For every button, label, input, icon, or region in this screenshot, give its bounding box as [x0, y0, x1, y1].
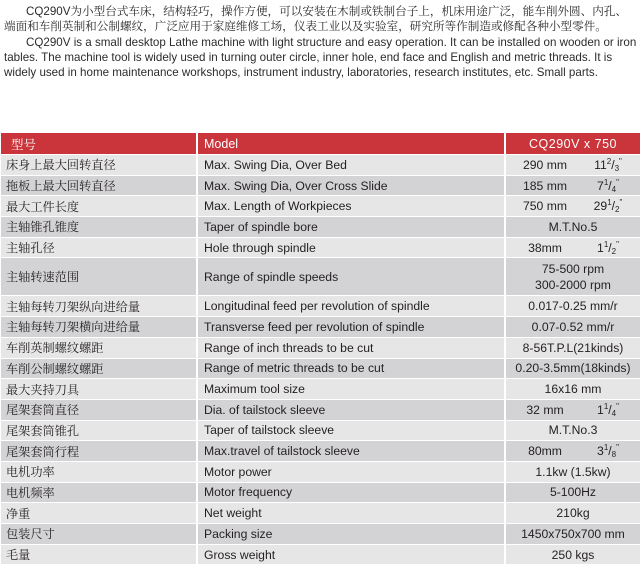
table-row — [1, 217, 640, 238]
imperial-inch-mark: " — [616, 239, 619, 249]
spec-label-zh: 毛量 — [1, 544, 197, 565]
spec-value-metric: 32 mm — [526, 402, 564, 417]
spec-value: 8-56T.P.L(21kinds) — [505, 337, 640, 358]
spec-table-header — [1, 133, 640, 155]
spec-value-pair — [510, 240, 636, 256]
intro-text — [4, 4, 638, 80]
spec-label-en: Range of inch threads to be cut — [197, 337, 505, 358]
spec-label-zh: 包装尺寸 — [1, 524, 197, 545]
table-row — [1, 420, 640, 441]
spec-label-zh: 尾架套筒锥孔 — [1, 420, 197, 441]
table-row — [1, 544, 640, 565]
spec-label-en: Range of metric threads to be cut — [197, 358, 505, 379]
spec-value-pair — [510, 157, 636, 173]
table-row — [1, 503, 640, 524]
spec-label-en: Motor power — [197, 461, 505, 482]
spec-label-zh: 净重 — [1, 503, 197, 524]
table-row — [1, 358, 640, 379]
spec-value — [505, 399, 640, 420]
spec-label-en: Max.travel of tailstock sleeve — [197, 441, 505, 462]
spec-label-zh: 最大夹持刀具 — [1, 379, 197, 400]
spec-value-pair — [510, 443, 636, 459]
spec-label-zh: 主轴每转刀架纵向进给量 — [1, 296, 197, 317]
spec-label-en: Range of spindle speeds — [197, 258, 505, 296]
spec-label-zh: 尾架套筒直径 — [1, 399, 197, 420]
imperial-frac-num: 1 — [603, 443, 609, 453]
intro-zh: CQ290V为小型台式车床，结构轻巧，操作方便，可以安装在木制或铁制台子上，机床用途广泛，能车削外圆、内孔、端面和车削英制和公制螺纹，广泛应用于家庭维修工场，仪表工业以及实验室，研究所等作制造或修配各种小型零件。 — [4, 5, 627, 33]
spec-table — [1, 133, 640, 565]
imperial-frac-den: 4 — [611, 184, 617, 194]
spec-value-imperial: $1^1/_2^"$ — [597, 239, 619, 256]
table-row — [1, 317, 640, 338]
spec-value: 16x16 mm — [505, 379, 640, 400]
spec-value-imperial: $3^1/_8^"$ — [597, 443, 619, 460]
spec-value — [505, 155, 640, 176]
spec-label-zh: 电机功率 — [1, 461, 197, 482]
spec-label-zh: 拖板上最大回转直径 — [1, 175, 197, 196]
spec-label-zh: 主轴转速范围 — [1, 258, 197, 296]
imperial-frac-num: 1 — [607, 198, 612, 208]
spec-table-body — [1, 155, 640, 565]
table-row — [1, 155, 640, 176]
spec-value: M.T.No.5 — [505, 217, 640, 238]
imperial-frac-den: 8 — [611, 450, 617, 460]
spec-label-en: Longitudinal feed per revolution of spindle — [197, 296, 505, 317]
spec-label-zh: 主轴锥孔锥度 — [1, 217, 197, 238]
table-row — [1, 399, 640, 420]
spec-value: 0.20-3.5mm(18kinds) — [505, 358, 640, 379]
imperial-whole: 1 — [597, 240, 604, 255]
spec-label-zh: 床身上最大回转直径 — [1, 155, 197, 176]
spec-value: 0.017-0.25 mm/r — [505, 296, 640, 317]
spec-label-zh: 电机频率 — [1, 482, 197, 503]
imperial-whole: 1 — [597, 402, 604, 417]
table-row — [1, 196, 640, 217]
imperial-frac-den: 2 — [615, 205, 620, 215]
spec-value-imperial: $1^1/_4^"$ — [597, 401, 619, 418]
spec-value: M.T.No.3 — [505, 420, 640, 441]
spec-value — [505, 258, 640, 296]
spec-value: 210kg — [505, 503, 640, 524]
imperial-frac-num: 1 — [603, 401, 609, 411]
spec-value — [505, 441, 640, 462]
imperial-whole: 7 — [597, 178, 604, 193]
imperial-frac-num: 1 — [603, 239, 609, 249]
spec-label-en: Transverse feed per revolution of spindle — [197, 317, 505, 338]
spec-value — [505, 175, 640, 196]
table-row — [1, 237, 640, 258]
table-row — [1, 337, 640, 358]
spec-label-zh: 车削英制螺纹螺距 — [1, 337, 197, 358]
spec-label-en: Taper of spindle bore — [197, 217, 505, 238]
spec-label-en: Maximum tool size — [197, 379, 505, 400]
spec-label-en: Max. Swing Dia, Over Bed — [197, 155, 505, 176]
imperial-inch-mark: " — [616, 401, 619, 411]
spec-value-pair — [510, 402, 636, 418]
spec-label-en: Max. Length of Workpieces — [197, 196, 505, 217]
spec-value-metric: 38mm — [528, 240, 562, 255]
spec-label-en: Hole through spindle — [197, 237, 505, 258]
imperial-inch-mark: " — [616, 443, 619, 453]
imperial-frac-den: 2 — [611, 246, 617, 256]
spec-value-imperial: $11^2/_3^"$ — [594, 156, 622, 173]
spec-value: 1450x750x700 mm — [505, 524, 640, 545]
spec-value — [505, 237, 640, 258]
spec-value: 5-100Hz — [505, 482, 640, 503]
imperial-frac-den: 3 — [614, 163, 620, 173]
spec-label-zh: 主轴每转刀架横向进给量 — [1, 317, 197, 338]
spec-value-line: 300-2000 rpm — [535, 277, 611, 292]
spec-label-en: Net weight — [197, 503, 505, 524]
spec-label-en: Gross weight — [197, 544, 505, 565]
spec-label-en: Taper of tailstock sleeve — [197, 420, 505, 441]
table-row — [1, 379, 640, 400]
intro-en: CQ290V is a small desktop Lathe machine with light structure and easy operation. It can be installed on wooden or iron tables. The machine tool is widely used in turning outer circle, inner hole, end face and English and metric threads. It is widely used in home maintenance workshops, instrument industry, laboratories, research institutes, etc. Small parts. — [4, 36, 637, 79]
imperial-frac-den: 4 — [611, 408, 617, 418]
spec-value: 1.1kw (1.5kw) — [505, 461, 640, 482]
spec-value: 0.07-0.52 mm/r — [505, 317, 640, 338]
spec-value-metric: 185 mm — [522, 178, 568, 193]
header-model-zh: 型号 — [1, 133, 197, 155]
spec-label-zh: 主轴孔径 — [1, 237, 197, 258]
imperial-inch-mark: " — [619, 198, 623, 208]
table-row — [1, 461, 640, 482]
imperial-inch-mark: " — [616, 177, 619, 187]
imperial-whole: 3 — [597, 444, 604, 459]
spec-label-zh: 尾架套筒行程 — [1, 441, 197, 462]
imperial-whole: 29 — [593, 199, 608, 214]
spec-label-zh: 车削公制螺纹螺距 — [1, 358, 197, 379]
spec-value-stack — [510, 261, 636, 293]
header-model-en: Model — [197, 133, 505, 155]
spec-label-en: Max. Swing Dia, Over Cross Slide — [197, 175, 505, 196]
spec-value-metric: 80mm — [528, 444, 562, 459]
spec-value-metric: 290 mm — [522, 157, 568, 172]
spec-value — [505, 196, 640, 217]
header-model-value: CQ290V x 750 — [505, 133, 640, 155]
spec-value-line: 75-500 rpm — [541, 261, 605, 276]
table-row — [1, 296, 640, 317]
table-row — [1, 258, 640, 296]
table-row — [1, 175, 640, 196]
spec-value-pair — [510, 198, 636, 214]
imperial-whole: 11 — [594, 157, 607, 172]
imperial-frac-num: 1 — [603, 177, 609, 187]
table-row — [1, 524, 640, 545]
table-row — [1, 482, 640, 503]
spec-label-zh: 最大工件长度 — [1, 196, 197, 217]
spec-label-en: Motor frequency — [197, 482, 505, 503]
spec-value-metric: 750 mm — [522, 199, 568, 214]
imperial-frac-num: 2 — [606, 156, 612, 166]
table-row — [1, 441, 640, 462]
imperial-inch-mark: " — [619, 156, 622, 166]
spec-label-en: Dia. of tailstock sleeve — [197, 399, 505, 420]
spec-value: 250 kgs — [505, 544, 640, 565]
spec-label-en: Packing size — [197, 524, 505, 545]
spec-value-imperial: $7^1/_4^"$ — [597, 177, 619, 194]
spec-value-pair — [510, 178, 636, 194]
spec-value-imperial: $29^1/_2^"$ — [593, 198, 623, 215]
